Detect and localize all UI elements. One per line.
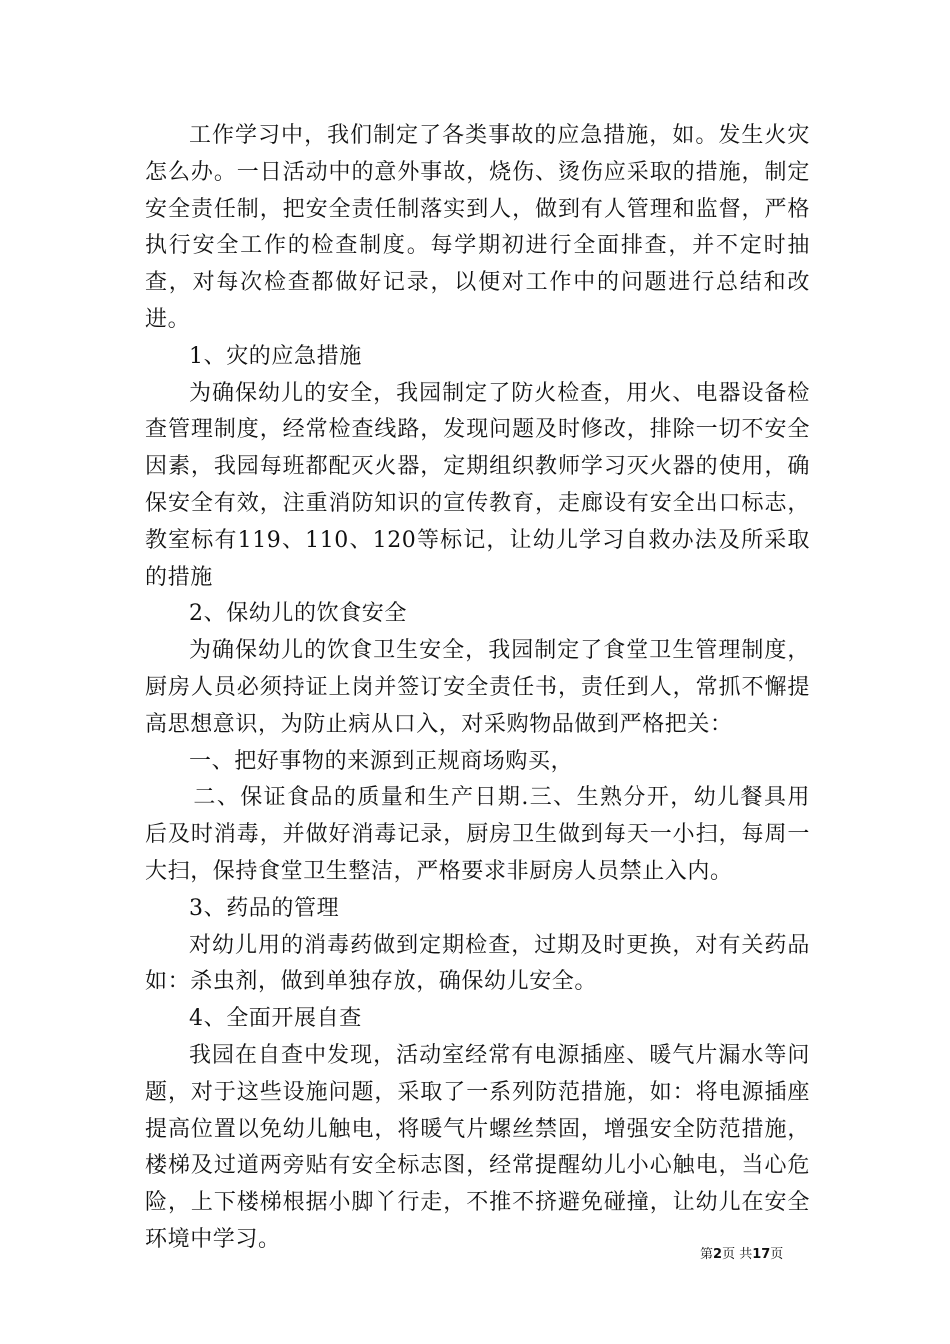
section-heading-fire: 1、灾的应急措施 xyxy=(189,343,362,369)
paragraph-food-safety: 为确保幼儿的饮食卫生安全，我园制定了食堂卫生管理制度，厨房人员必须持证上岗并签订安全责任书，责任到人，常抓不懈提高思想意识，为防止病从口入，对采购物品做到严格把关： xyxy=(145,638,810,737)
paragraph-emergency-measures: 工作学习中，我们制定了各类事故的应急措施，如。发生火灾怎么办。一日活动中的意外事故，烧伤、烫伤应采取的措施，制定安全责任制，把安全责任制落实到人，做到有人管理和监督，严格执行安全工作的检查制度。每学期初进行全面排查，并不定时抽查，对每次检查都做好记录，以便对工作中的问题进行总结和改进。 xyxy=(145,123,810,332)
paragraph-medicine: 对幼儿用的消毒药做到定期检查，过期及时更换，对有关药品如：杀虫剂，做到单独存放，确保幼儿安全。 xyxy=(145,932,810,995)
footer-middle: 页 共 xyxy=(722,1247,753,1262)
section-heading-food: 2、保幼儿的饮食安全 xyxy=(189,601,407,627)
footer-prefix: 第 xyxy=(700,1247,714,1262)
section-heading-medicine: 3、药品的管理 xyxy=(189,895,340,921)
page-number-footer xyxy=(700,1247,783,1263)
section-heading-self-inspection: 4、全面开展自查 xyxy=(189,1006,362,1032)
paragraph-self-inspection: 我园在自查中发现，活动室经常有电源插座、暖气片漏水等问题，对于这些设施问题，采取了一系列防范措施，如：将电源插座提高位置以免幼儿触电，将暖气片螺丝禁固，增强安全防范措施，楼梯及过道两旁贴有安全标志图，经常提醒幼儿小心触电，当心危险，上下楼梯根据小脚丫行走，不推不挤避免碰撞，让幼儿在安全环境中学习。 xyxy=(145,1042,810,1252)
list-item-food-quality: 二、保证食品的质量和生产日期.三、生熟分开，幼儿餐具用后及时消毒，并做好消毒记录，厨房卫生做到每天一小扫，每周一大扫，保持食堂卫生整洁，严格要求非厨房人员禁止入内。 xyxy=(145,785,810,884)
list-item-food-source: 一、把好事物的来源到正规商场购买， xyxy=(189,748,574,774)
footer-current-page: 2 xyxy=(713,1247,723,1262)
footer-total-pages: 17 xyxy=(752,1247,771,1262)
document-body xyxy=(145,118,810,1259)
paragraph-fire-safety: 为确保幼儿的安全，我园制定了防火检查，用火、电器设备检查管理制度，经常检查线路，发现问题及时修改，排除一切不安全因素，我园每班都配灭火器，定期组织教师学习灭火器的使用，确保安全有效，注重消防知识的宣传教育，走廊设有安全出口标志，教室标有119、110、120等标记，让幼儿学习自救办法及所采取的措施 xyxy=(145,380,810,590)
footer-suffix: 页 xyxy=(770,1247,784,1262)
